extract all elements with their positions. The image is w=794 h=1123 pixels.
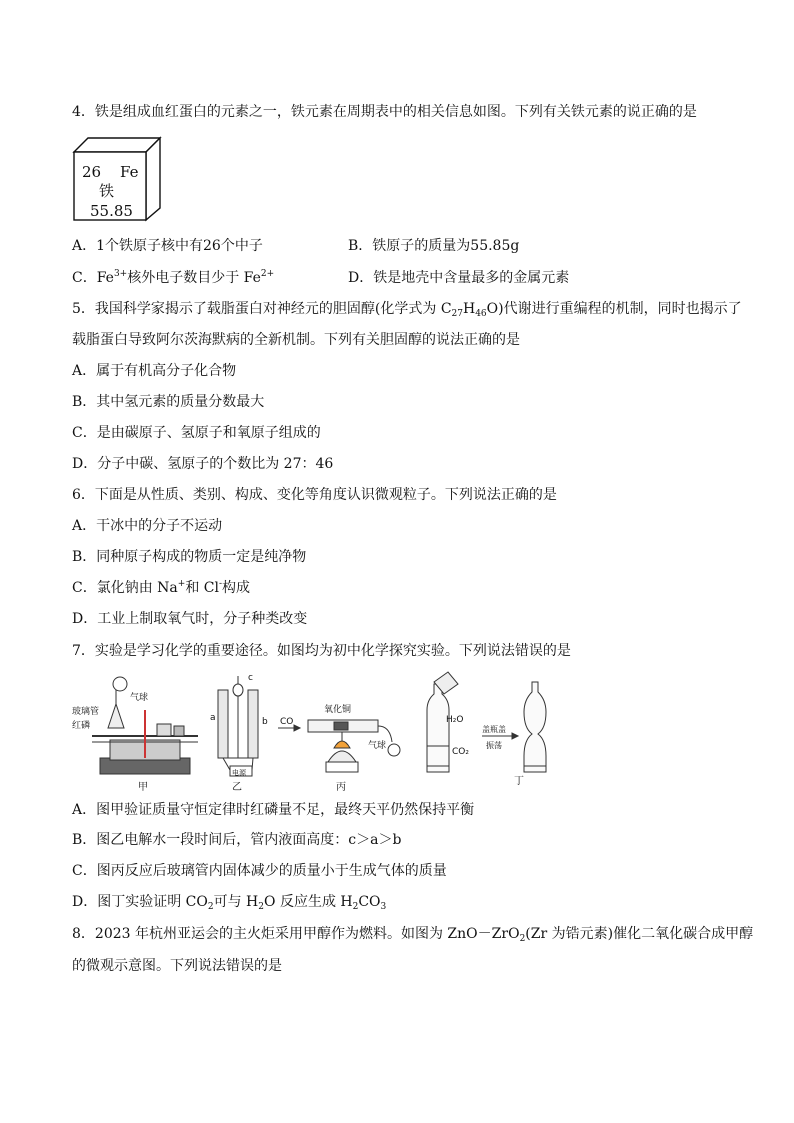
q6-c-sup1: + [177,579,186,589]
q4-option-d: D．铁是地壳中含量最多的金属元素 [348,270,570,286]
label-yi: 乙 [232,782,242,793]
q5-option-a: A．属于有机高分子化合物 [72,363,237,379]
q7-d-s3: 2 [352,902,359,912]
q7-option-c: C．图丙反应后玻璃管内固体减少的质量小于生成气体的质量 [72,863,447,879]
q7-d-mid2: O 反应生成 H [264,894,353,910]
label-power: 电源 [232,769,246,777]
q6-option-d: D．工业上制取氧气时，分子种类改变 [72,611,308,627]
q7-stem: 7．实验是学习化学的重要途径。如图均为初中化学探究实验。下列说法错误的是 [72,643,571,659]
q5-sub1: 27 [451,309,463,319]
label-h2o: H₂O [446,715,464,725]
q5-mid: H [462,301,476,317]
q8-l1-pre: 8．2023 年杭州亚运会的主火炬采用甲醇作为燃料。如图为 ZnO－ZrO [72,926,520,942]
label-balloon: 气球 [130,693,149,703]
label-ding: 丁 [514,776,524,787]
q6-option-a: A．干冰中的分子不运动 [72,518,223,534]
q7-d-pre: D．图丁实验证明 CO [72,894,208,910]
q5-option-b: B．其中氢元素的质量分数最大 [72,394,265,410]
q6-option-c [72,578,250,598]
q4-option-c [72,268,274,288]
bottle-apparatus [427,672,546,772]
q5-option-d: D．分子中碳、氢原子的个数比为 27：46 [72,456,334,472]
label-b: b [262,717,268,727]
q7-d-s1: 2 [207,902,214,912]
q6-c-post: 构成 [222,580,250,596]
q7-d-s4: 3 [380,902,387,912]
q8-stem-line2: 的微观示意图。下列说法错误的是 [72,958,282,974]
q4-option-a: A．1个铁原子核中有26个中子 [72,238,263,254]
q6-c-sup2: - [218,579,222,589]
q4-c-sup1: 3+ [113,269,128,279]
q6-c-pre: C．氯化钠由 Na [72,580,178,596]
q4-c-pre: C．Fe [72,270,114,286]
q6-option-b: B．同种原子构成的物质一定是纯净物 [72,549,307,565]
label-bing: 丙 [336,782,346,793]
element-number: 26 [82,163,102,181]
q5-sub2: 46 [475,309,487,319]
electrolysis-apparatus [218,676,258,776]
label-cap: 盖瓶盖 [482,725,506,734]
q8-l1-post: (Zr 为锆元素)催化二氧化碳合成甲醇 [525,926,754,942]
q4-c-sup2: 2+ [260,269,275,279]
q6-c-mid: 和 Cl [185,580,219,596]
label-jia: 甲 [138,782,148,793]
label-shake: 振荡 [486,741,502,750]
q7-option-a: A．图甲验证质量守恒定律时红磷量不足，最终天平仍然保持平衡 [72,802,475,818]
q8-l1-sub: 2 [519,934,526,944]
q4-c-mid: 核外电子数目少于 Fe [127,270,261,286]
label-red-phosphorus: 红磷 [72,721,91,731]
balance-apparatus [92,677,198,774]
q8-stem-line1 [72,924,753,944]
q7-option-d [72,892,386,912]
q6-stem: 6．下面是从性质、类别、构成、变化等角度认识微观粒子。下列说法正确的是 [72,487,557,503]
label-c: c [248,673,253,683]
label-glass-tube: 玻璃管 [72,707,100,717]
label-co: CO [280,717,294,727]
label-co2: CO₂ [452,747,469,757]
q7-d-mid3: CO [358,894,381,910]
element-card [72,136,162,222]
q5-stem1-post: O)代谢进行重编程的机制，同时也揭示了 [486,301,742,317]
q7-option-b: B．图乙电解水一段时间后，管内液面高度：c＞a＞b [72,832,402,848]
q5-option-c: C．是由碳原子、氢原子和氧原子组成的 [72,425,321,441]
q7-figure [72,670,632,796]
element-symbol: Fe [120,163,139,181]
q4-option-b: B．铁原子的质量为55.85g [348,238,520,254]
label-a: a [210,713,216,723]
element-mass: 55.85 [90,202,133,220]
q5-stem-line1 [72,299,742,319]
element-name: 铁 [99,182,115,200]
label-balloon-2: 气球 [368,741,387,751]
q7-d-mid: 可与 H [213,894,259,910]
q4-stem: 4．铁是组成血红蛋白的元素之一，铁元素在周期表中的相关信息如图。下列有关铁元素的说正确的是 [72,104,697,120]
q5-stem1-pre: 5．我国科学家揭示了载脂蛋白对神经元的胆固醇(化学式为 C [72,301,452,317]
q7-d-s2: 2 [258,902,265,912]
q5-stem-line2: 载脂蛋白导致阿尔茨海默病的全新机制。下列有关胆固醇的说法正确的是 [72,332,520,348]
label-cuo: 氧化铜 [324,705,352,715]
